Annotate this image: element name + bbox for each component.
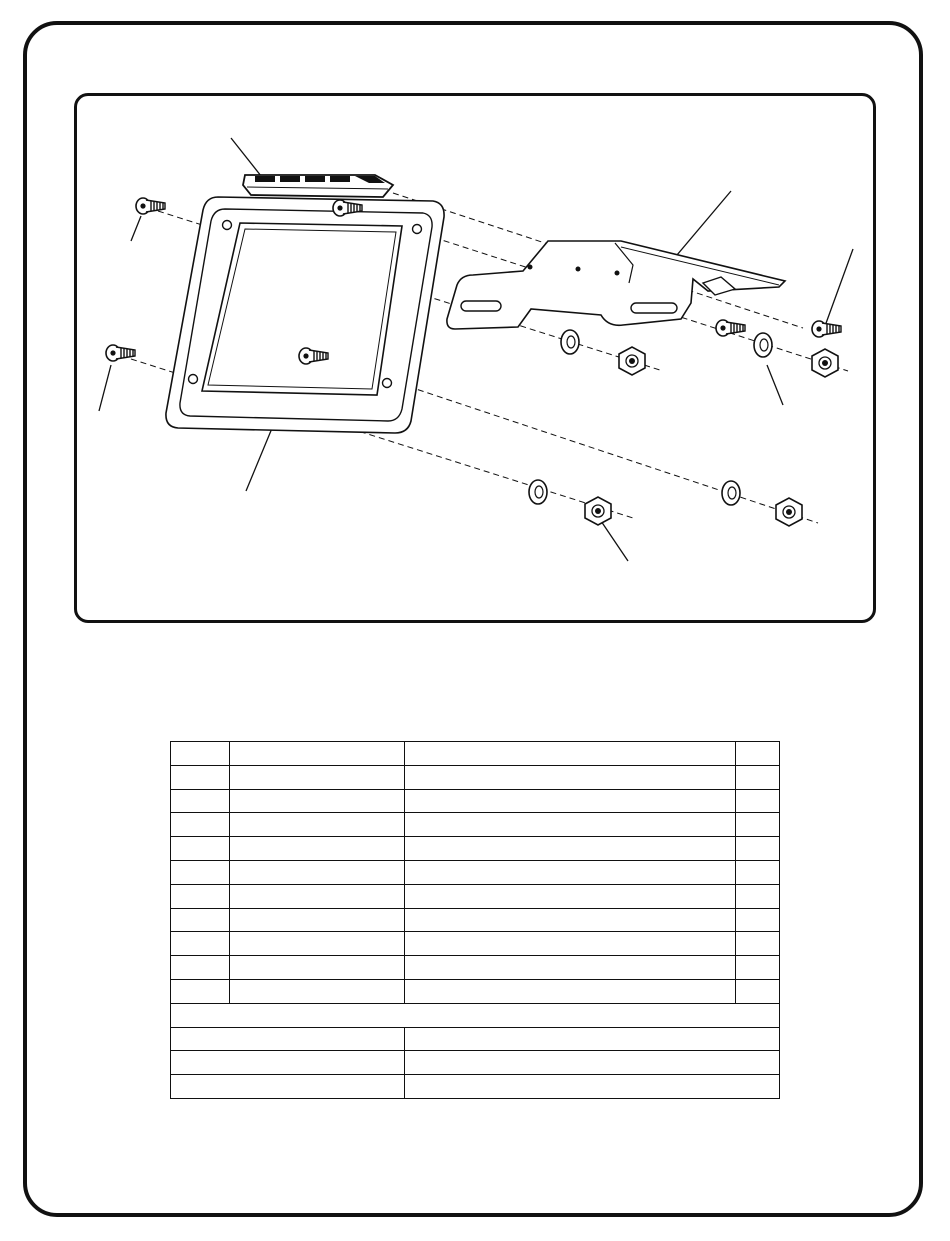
table-extra-row — [171, 1075, 780, 1099]
table-cell — [171, 979, 230, 1003]
table-cell — [405, 789, 736, 813]
table-cell — [736, 813, 780, 837]
table-cell — [736, 860, 780, 884]
table-cell — [405, 1075, 780, 1099]
table-cell — [171, 1075, 405, 1099]
nut-2 — [812, 349, 838, 377]
nut-4 — [776, 498, 802, 526]
table-cell — [230, 884, 405, 908]
table-row — [171, 956, 780, 980]
table-cell — [736, 884, 780, 908]
table-cell — [230, 765, 405, 789]
table-cell — [171, 837, 230, 861]
table-cell — [171, 765, 230, 789]
washer-1 — [561, 330, 579, 354]
table-cell — [736, 765, 780, 789]
table-cell — [230, 860, 405, 884]
table-row — [171, 860, 780, 884]
table-row — [171, 884, 780, 908]
table-cell — [405, 1027, 780, 1051]
table-cell — [736, 979, 780, 1003]
screw-bracket — [716, 320, 745, 336]
table-cell — [405, 908, 736, 932]
table-cell — [405, 884, 736, 908]
table-row — [171, 765, 780, 789]
table-cell — [736, 908, 780, 932]
screw-bottom-left — [106, 345, 135, 361]
table-cell — [736, 789, 780, 813]
table-row — [171, 932, 780, 956]
table-extra-row — [171, 1027, 780, 1051]
washer-4 — [722, 481, 740, 505]
table-row — [171, 813, 780, 837]
table-cell — [230, 908, 405, 932]
table-cell — [405, 932, 736, 956]
table-extra-row — [171, 1051, 780, 1075]
screw-right — [812, 321, 841, 337]
header-item — [171, 742, 230, 766]
header-description — [405, 742, 736, 766]
table-section-row — [171, 1003, 780, 1027]
table-cell — [736, 956, 780, 980]
table-cell — [171, 1051, 405, 1075]
license-plate-frame — [166, 197, 444, 433]
table-cell — [405, 956, 736, 980]
table-cell — [230, 813, 405, 837]
header-part-number — [230, 742, 405, 766]
table-cell — [230, 979, 405, 1003]
table-cell — [405, 860, 736, 884]
table-cell — [405, 813, 736, 837]
table-row — [171, 908, 780, 932]
led-light-bar — [243, 175, 393, 197]
table-section-header — [171, 1003, 780, 1027]
exploded-view-diagram — [74, 93, 876, 623]
table-cell — [230, 789, 405, 813]
table-cell — [230, 956, 405, 980]
table-cell — [171, 956, 230, 980]
table-cell — [171, 884, 230, 908]
table-cell — [405, 979, 736, 1003]
table-row — [171, 789, 780, 813]
mounting-bracket — [447, 241, 785, 329]
table-cell — [171, 860, 230, 884]
table-cell — [736, 932, 780, 956]
header-qty — [736, 742, 780, 766]
table-cell — [736, 837, 780, 861]
table-row — [171, 979, 780, 1003]
table-cell — [405, 837, 736, 861]
nut-3 — [585, 497, 611, 525]
table-row — [171, 837, 780, 861]
table-cell — [230, 932, 405, 956]
table-cell — [405, 765, 736, 789]
washer-3 — [529, 480, 547, 504]
table-cell — [405, 1051, 780, 1075]
washer-2 — [754, 333, 772, 357]
table-cell — [171, 789, 230, 813]
table-cell — [171, 1027, 405, 1051]
exploded-view-drawing — [77, 96, 876, 623]
table-header-row — [171, 742, 780, 766]
table-cell — [230, 837, 405, 861]
table-cell — [171, 932, 230, 956]
nut-1 — [619, 347, 645, 375]
table-cell — [171, 908, 230, 932]
table-cell — [171, 813, 230, 837]
parts-list-table — [170, 741, 780, 1099]
